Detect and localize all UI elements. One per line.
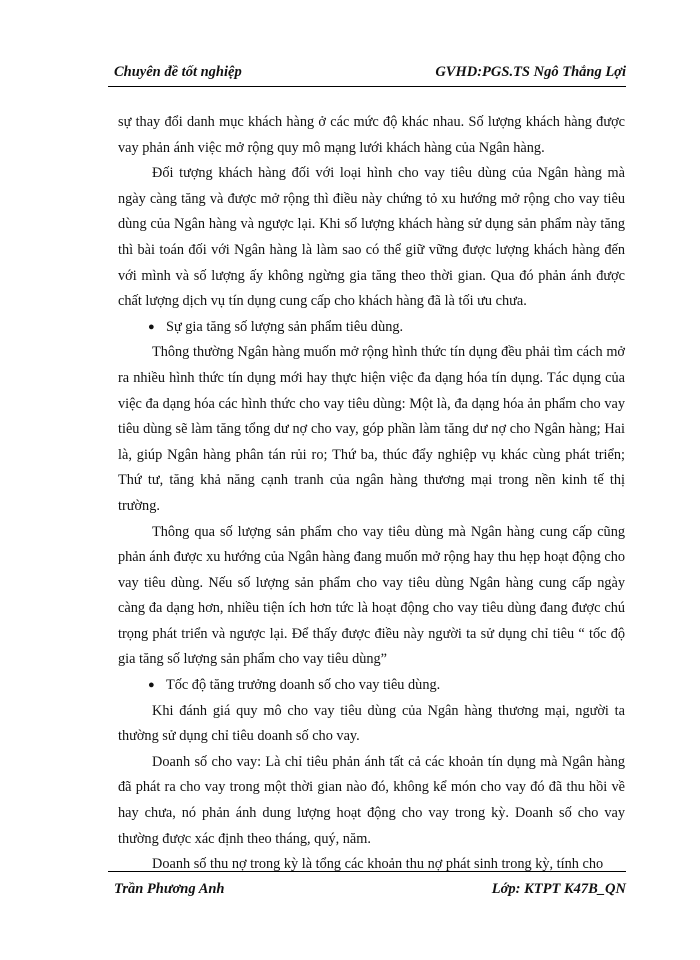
bullet-item-1 [118, 315, 625, 341]
footer-author: Trần Phương Anh [114, 881, 225, 897]
footer-divider [108, 871, 626, 872]
paragraph-2: Đối tượng khách hàng đối với loại hình cho vay tiêu dùng của Ngân hàng mà ngày càng tăng và được mở rộng thì điều này chứng tỏ xu hướng mở rộng cho vay tiêu dùng của Ngân hàng và ngược lại. Khi số lượng khách hàng sử dụng sản phẩm này tăng thì bài toán đối với Ngân hàng là làm sao có thể giữ vững được lượng khách hàng đến với mình và số lượng ấy không ngừng gia tăng theo thời gian. Qua đó phản ánh được chất lượng dịch vụ tín dụng cung cấp cho khách hàng đã là tối ưu chưa. [118, 165, 625, 310]
bullet-item-2 [118, 673, 625, 699]
paragraph-3: Thông thường Ngân hàng muốn mở rộng hình thức tín dụng đều phải tìm cách mở ra nhiều hình thức tín dụng mới hay thực hiện việc đa dạng hóa tín dụng. Tác dụng của việc đa dạng hóa các hình thức cho vay tiêu dùng: Một là, đa dạng hóa ản phẩm cho vay tiêu dùng sẽ làm tăng tổng dư nợ cho vay, góp phần làm tăng dư nợ cho Ngân hàng; Hai là, giúp Ngân hàng phân tán rủi ro; Thứ ba, thúc đẩy nghiệp vụ khác cùng phát triển; Thứ tư, tăng khả năng cạnh tranh của ngân hàng thương mại trong nền kinh tế thị trường. [118, 344, 625, 514]
paragraph-7: Doanh số thu nợ trong kỳ là tổng các khoản thu nợ phát sinh trong kỳ, tính cho [152, 856, 604, 873]
header-document-title: Chuyên đề tốt nghiệp [114, 64, 242, 80]
paragraph-6: Doanh số cho vay: Là chỉ tiêu phản ánh tất cả các khoản tín dụng mà Ngân hàng đã phát ra cho vay trong một thời gian nào đó, không kể món cho vay đó đã thu hồi về hay chưa, nó phản ánh dung lượng hoạt động cho vay trong kỳ. Doanh số cho vay thường được xác định theo tháng, quý, năm. [118, 753, 625, 847]
bullet-dot-icon: ● [148, 320, 155, 333]
bullet-dot-icon: ● [148, 679, 155, 692]
paragraph-1: sự thay đổi danh mục khách hàng ở các mức độ khác nhau. Số lượng khách hàng được vay phản ánh việc mở rộng quy mô mạng lưới khách hàng của Ngân hàng. [118, 114, 625, 156]
footer-class: Lớp: KTPT K47B_QN [491, 881, 626, 897]
header-divider [108, 86, 626, 87]
paragraph-5: Khi đánh giá quy mô cho vay tiêu dùng của Ngân hàng thương mại, người ta thường sử dụng chỉ tiêu doanh số cho vay. [118, 702, 625, 745]
bullet-item-2-text: Tốc độ tăng trưởng doanh số cho vay tiêu dùng. [166, 677, 441, 694]
bullet-item-1-text: Sự gia tăng số lượng sản phẩm tiêu dùng. [166, 318, 404, 335]
page-content [118, 110, 625, 878]
header-supervisor: GVHD:PGS.TS Ngô Thắng Lợi [435, 64, 626, 80]
paragraph-4: Thông qua số lượng sản phẩm cho vay tiêu dùng mà Ngân hàng cung cấp cũng phản ánh được xu hướng của Ngân hàng đang muốn mở rộng hay thu hẹp hoạt động cho vay tiêu dùng. Nếu số lượng sản phẩm cho vay tiêu dùng Ngân hàng cung cấp ngày càng đa dạng hơn, nhiều tiện ích hơn tức là hoạt động cho vay tiêu dùng đang được chú trọng phát triển và ngược lại. Để thấy được điều này người ta sử dụng chỉ tiêu “ tốc độ gia tăng số lượng sản phẩm cho vay tiêu dùng” [118, 523, 625, 668]
